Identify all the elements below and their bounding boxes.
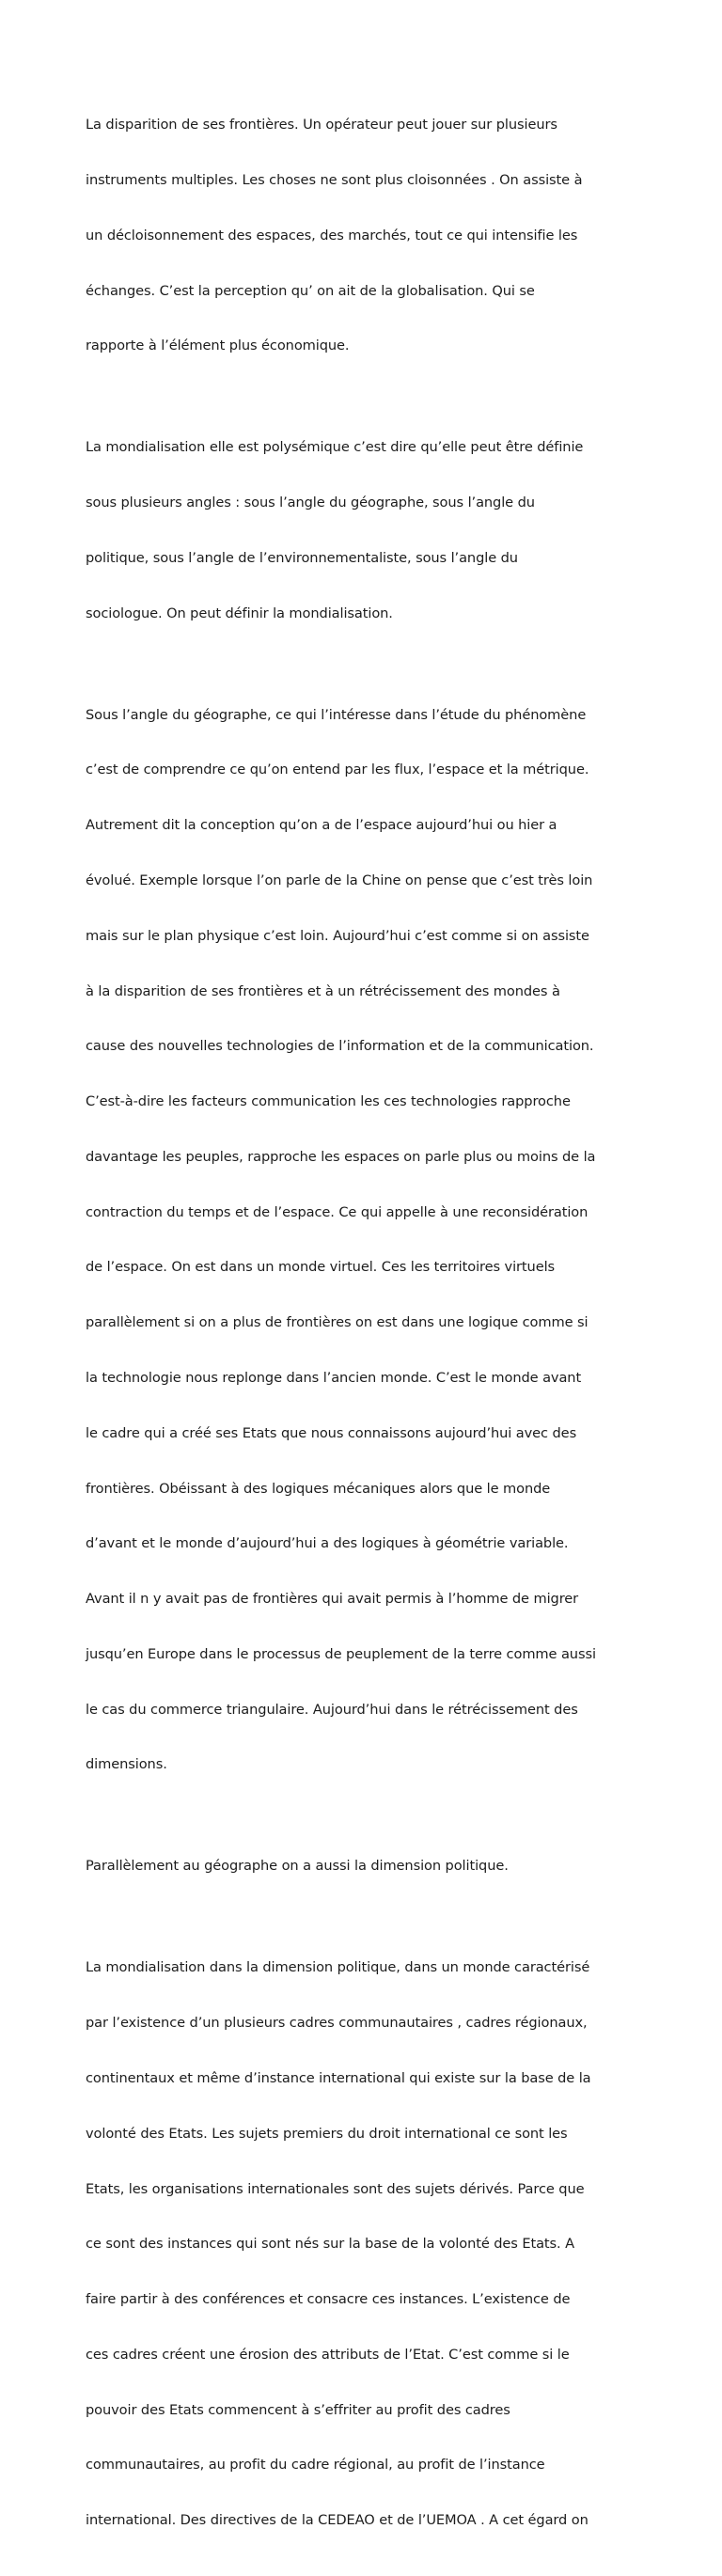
text-line: frontières. Obéissant à des logiques mécaniques alors que le monde [86, 1480, 551, 1497]
paragraph-5 [86, 1922, 640, 2567]
text-line: d’avant et le monde d’aujourd’hui a des logiques à géométrie variable. [86, 1535, 569, 1552]
document-body [86, 79, 640, 2576]
text-line: un décloisonnement des espaces, des marchés, tout ce qui intensifie les [86, 227, 578, 243]
text-line: rapporte à l’élément plus économique. [86, 338, 350, 354]
text-line: échanges. C’est la perception qu’ on ait de la globalisation. Qui se [86, 282, 535, 299]
text-line: davantage les peuples, rapproche les espaces on parle plus ou moins de la [86, 1148, 596, 1165]
text-line: Parallèlement au géographe on a aussi la dimension politique. [86, 1858, 509, 1875]
text-line: La disparition de ses frontières. Un opérateur peut jouer sur plusieurs [86, 117, 557, 134]
text-line: évolué. Exemple lorsque l’on parle de la Chine on pense que c’est très loin [86, 872, 593, 888]
text-line: ces cadres créent une érosion des attributs de l’Etat. C’est comme si le [86, 2346, 570, 2363]
text-line: C’est-à-dire les facteurs communication les ces technologies rapproche [86, 1093, 571, 1110]
paragraph-2 [86, 401, 640, 659]
text-line: volonté des Etats. Les sujets premiers du droit international ce sont les [86, 2125, 568, 2142]
text-line: à la disparition de ses frontières et à un rétrécissement des mondes à [86, 982, 560, 999]
text-line: instruments multiples. Les choses ne sont plus cloisonnées . On assiste à [86, 171, 583, 188]
text-line: Autrement dit la conception qu’on a de l’espace aujourd’hui ou hier a [86, 817, 557, 834]
text-line: contraction du temps et de l’espace. Ce qui appelle à une reconsidération [86, 1203, 589, 1220]
text-line: communautaires, au profit du cadre régional, au profit de l’instance [86, 2457, 545, 2474]
text-line: sous plusieurs angles : sous l’angle du géographe, sous l’angle du [86, 495, 535, 511]
text-line: La mondialisation elle est polysémique c’est dire qu’elle peut être définie [86, 439, 584, 456]
text-line: parallèlement si on a plus de frontières on est dans une logique comme si [86, 1314, 589, 1331]
text-line: La mondialisation dans la dimension politique, dans un monde caractérisé [86, 1959, 590, 1976]
text-line: mais sur le plan physique c’est loin. Aujourd’hui c’est comme si on assiste [86, 927, 589, 944]
paragraph-1 [86, 79, 640, 392]
text-line: sociologue. On peut définir la mondialisation. [86, 605, 393, 621]
text-line: par l’existence d’un plusieurs cadres communautaires , cadres régionaux, [86, 2015, 588, 2032]
text-line: Avant il n y avait pas de frontières qui avait permis à l’homme de migrer [86, 1591, 579, 1608]
text-line: c’est de comprendre ce qu’on entend par les flux, l’espace et la métrique. [86, 762, 589, 778]
text-line: jusqu’en Europe dans le processus de peuplement de la terre comme aussi [86, 1645, 596, 1662]
text-line: le cas du commerce triangulaire. Aujourd’hui dans le rétrécissement des [86, 1701, 578, 1718]
paragraph-4 [86, 1820, 640, 1912]
paragraph-3 [86, 668, 640, 1811]
text-line: pouvoir des Etats commencent à s’effriter au profit des cadres [86, 2401, 510, 2418]
text-line: le cadre qui a créé ses Etats que nous connaissons aujourd’hui avec des [86, 1424, 577, 1441]
text-line: dimensions. [86, 1756, 167, 1773]
text-line: la technologie nous replonge dans l’ancien monde. C’est le monde avant [86, 1369, 582, 1386]
text-line: continentaux et même d’instance international qui existe sur la base de la [86, 2069, 591, 2086]
text-line: cause des nouvelles technologies de l’information et de la communication. [86, 1038, 594, 1055]
text-line: Etats, les organisations internationales sont des sujets dérivés. Parce que [86, 2180, 585, 2197]
text-line: faire partir à des conférences et consacre ces instances. L’existence de [86, 2291, 571, 2308]
text-line: de l’espace. On est dans un monde virtuel. Ces les territoires virtuels [86, 1259, 556, 1276]
text-line: politique, sous l’angle de l’environnementaliste, sous l’angle du [86, 549, 518, 566]
text-line: Sous l’angle du géographe, ce qui l’intéresse dans l’étude du phénomène [86, 706, 587, 723]
text-line: international. Des directives de la CEDEAO et de l’UEMOA . A cet égard on [86, 2512, 589, 2529]
text-line: ce sont des instances qui sont nés sur la base de la volonté des Etats. A [86, 2236, 575, 2253]
